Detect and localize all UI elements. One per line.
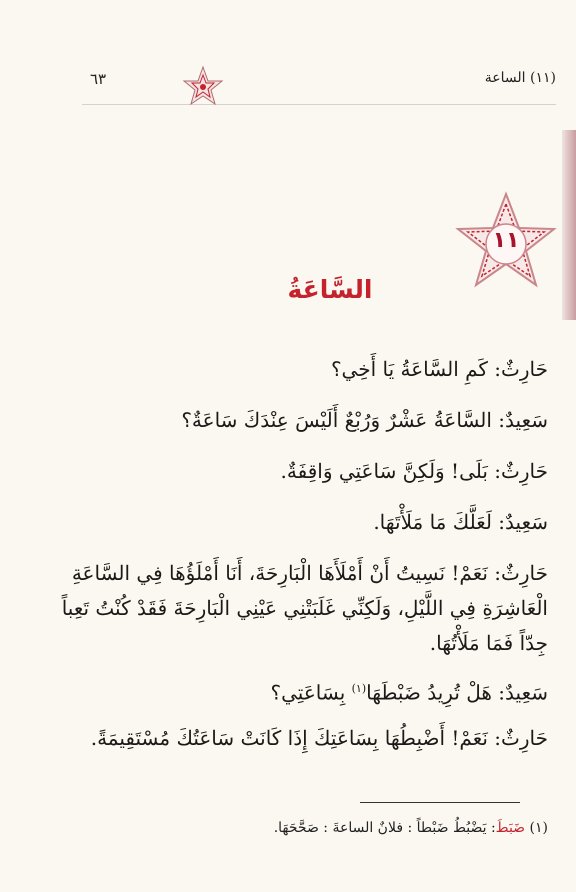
line-text: : بَلَى! وَلَكِنَّ سَاعَتِي وَاقِفَةٌ. <box>280 459 502 483</box>
page-edge <box>562 130 576 320</box>
speaker-name: سَعِيدٌ <box>505 510 548 534</box>
chapter-title: السَّاعَةُ <box>287 275 373 304</box>
running-header <box>82 62 556 106</box>
footnote-text: : يَضْبُطُ ضَبْطاً : فلانٌ الساعةَ : صَحَّحَهَا. <box>273 820 496 836</box>
dialogue-text <box>40 352 548 772</box>
speaker-name: سَعِيدٌ <box>505 680 548 705</box>
footnote-marker: (١) <box>529 820 548 836</box>
header-divider <box>82 104 556 105</box>
dialogue-line <box>40 505 548 540</box>
line-text: : نَعَمْ! أَضْبِطُهَا بِسَاعَتِكَ إِذَا كَانَتْ سَاعَتُكَ مُسْتَقِيمَةً. <box>90 725 502 750</box>
chapter-number: ١١ <box>492 228 520 253</box>
dialogue-line <box>40 556 548 661</box>
line-text: : هَلْ تُرِيدُ ضَبْطَهَا <box>366 680 506 705</box>
dialogue-line <box>40 454 548 489</box>
dialogue-line <box>40 403 548 438</box>
speaker-name: حَارِثٌ <box>501 357 548 381</box>
speaker-name: حَارِثٌ <box>501 459 548 483</box>
line-text: بِسَاعَتِي؟ <box>270 680 352 705</box>
footnote-ref[interactable]: (١) <box>351 682 367 695</box>
line-text: : كَمِ السَّاعَةُ يَا أَخِي؟ <box>330 357 502 381</box>
footnote-keyword: ضَبَطَ <box>495 820 526 836</box>
speaker-name: سَعِيدٌ <box>505 408 548 432</box>
dialogue-line <box>40 721 548 756</box>
line-text: : لَعَلَّكَ مَا مَلَأْتَهَا. <box>373 510 506 534</box>
page-number: ٦٣ <box>90 70 107 88</box>
footnote <box>40 820 548 836</box>
dialogue-line <box>40 352 548 387</box>
speaker-name: حَارِثٌ <box>501 561 548 585</box>
star-ornament-icon <box>179 65 227 109</box>
running-header-title: (١١) الساعة <box>484 70 556 86</box>
line-text: : نَعَمْ! نَسِيتُ أَنْ أَمْلَأَهَا الْبَارِحَةَ، أَنَا أَمْلَؤُهَا فِي السَّاعَةِ الْعَاشِرَةِ فِي اللَّيْلِ، وَلَكِنِّي غَلَبَتْنِي عَيْنِي الْبَارِحَةَ فَقَدْ كُنْتُ تَعِباً جِدّاً فَمَا مَلَأْتُهَا. <box>61 561 548 655</box>
footnote-divider <box>360 802 520 803</box>
dialogue-line <box>40 671 548 711</box>
speaker-name: حَارِثٌ <box>501 725 548 750</box>
line-text: : السَّاعَةُ عَشْرٌ وَرُبْعٌ أَلَيْسَ عِنْدَكَ سَاعَةٌ؟ <box>181 408 506 432</box>
